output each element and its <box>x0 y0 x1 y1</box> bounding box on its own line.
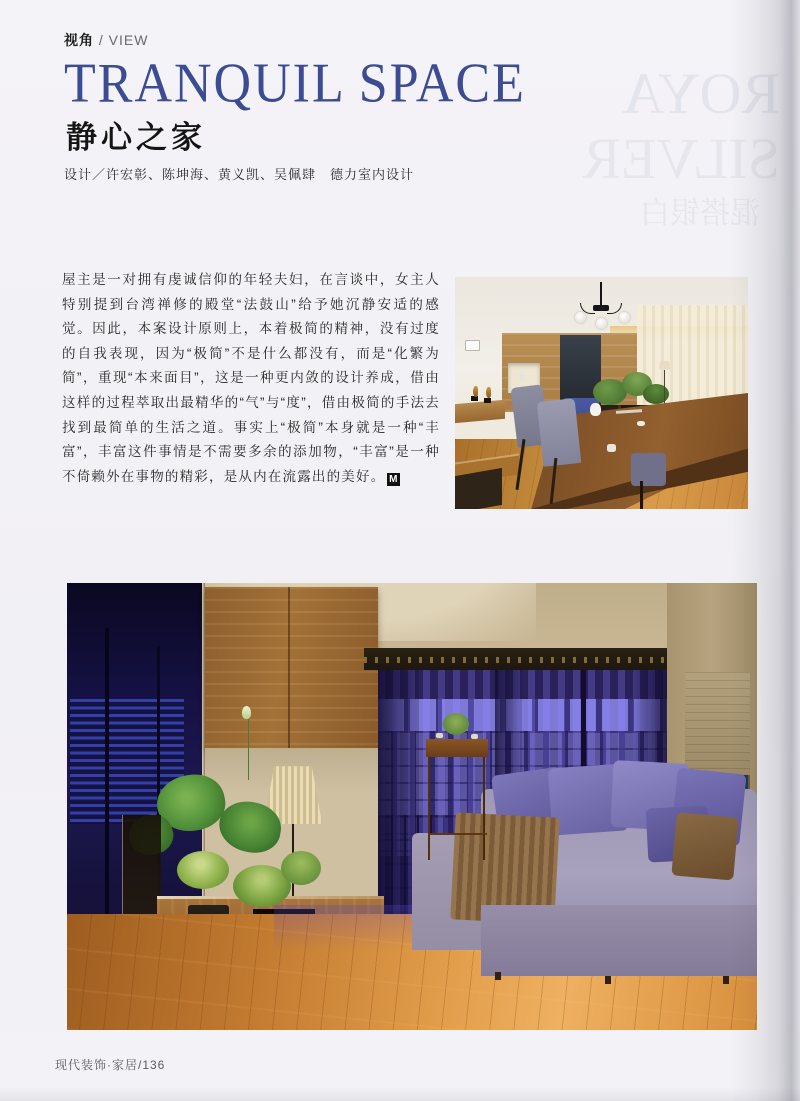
bronze-sculpture <box>473 386 478 397</box>
side-table-leg <box>428 757 430 860</box>
designer-credits: 设计／许宏彰、陈坤海、黄义凯、吴佩肆 德力室内设计 <box>64 167 415 182</box>
side-table-top <box>426 739 488 757</box>
end-of-article-marker: M <box>389 473 399 485</box>
dark-floor-corner <box>455 468 502 509</box>
cabinet-groove <box>288 587 290 748</box>
chandelier-arm <box>607 303 622 314</box>
floor-lamp-shade <box>659 361 671 370</box>
pothos-plant <box>281 851 321 885</box>
dining-chair <box>537 398 582 467</box>
white-teapot <box>590 403 601 416</box>
wall-thermostat <box>465 340 480 351</box>
lotus-bud-stem <box>248 717 250 780</box>
article-title-chinese: 静心之家 <box>66 120 206 155</box>
body-paragraph-text: 屋主是一对拥有虔诚信仰的年轻夫妇，在言谈中，女主人特别提到台湾禅修的殿堂“法鼓山”给予她沉静安适的感觉。因此，本案设计原则上，本着极简的精神，没有过度的自我表现，因为“极简”不是什么都没有，而是“化繁为简”，重现“本来面目”，这是一种更内敛的设计养成，借由这样的过程萃取出最精华的“气”与“度”，借由极简的手法去找到最简单的生活之道。事实上“极简”本身就是一种“丰富”，丰富这件事情是不需要多余的添加物，“丰富”是一种不倚赖外在事物的精彩，是从内在流露出的美好。 <box>62 272 440 484</box>
page-bottom-shadow <box>0 1087 800 1101</box>
small-plant <box>443 713 469 735</box>
sofa-foot <box>723 976 729 984</box>
sculpture-base <box>484 398 491 403</box>
lotus-bud <box>242 706 251 719</box>
photo-living-room <box>67 583 757 1030</box>
section-header <box>64 30 148 50</box>
chandelier-globe <box>619 312 630 323</box>
teacup <box>436 733 443 738</box>
teacup <box>471 734 478 739</box>
section-label-en: / VIEW <box>98 32 149 48</box>
ghost-text-line2: SILVER <box>582 126 780 191</box>
teacup <box>607 444 616 452</box>
curtain-rod-valance <box>364 648 675 670</box>
brown-pillow <box>672 813 739 881</box>
ghost-text-line3: 混搭银白 <box>640 197 760 230</box>
white-figurine <box>519 370 525 382</box>
body-paragraph <box>62 268 440 489</box>
sofa-front <box>481 905 757 977</box>
chandelier-globe <box>575 312 586 323</box>
bronze-sculpture <box>486 387 491 398</box>
hanging-wood-cabinet <box>205 587 378 748</box>
chandelier-globe <box>596 318 607 329</box>
section-label-zh: 视角 <box>64 32 94 48</box>
article-title-english: TRANQUIL SPACE <box>64 53 526 115</box>
teacup <box>637 421 645 426</box>
photo-dining-room <box>455 277 748 509</box>
sofa-foot <box>605 976 611 984</box>
roman-blind <box>685 672 751 775</box>
sofa-foot <box>495 972 501 980</box>
ghost-text-line1: ROYA <box>622 61 780 126</box>
page-footer: 现代装饰·家居/136 <box>55 1058 166 1072</box>
sculpture-base <box>471 396 478 401</box>
side-table-leg <box>483 757 485 860</box>
side-table-shelf <box>428 833 487 835</box>
dining-chair <box>631 453 666 485</box>
floating-shelf <box>455 400 505 423</box>
chair-leg <box>640 481 643 509</box>
